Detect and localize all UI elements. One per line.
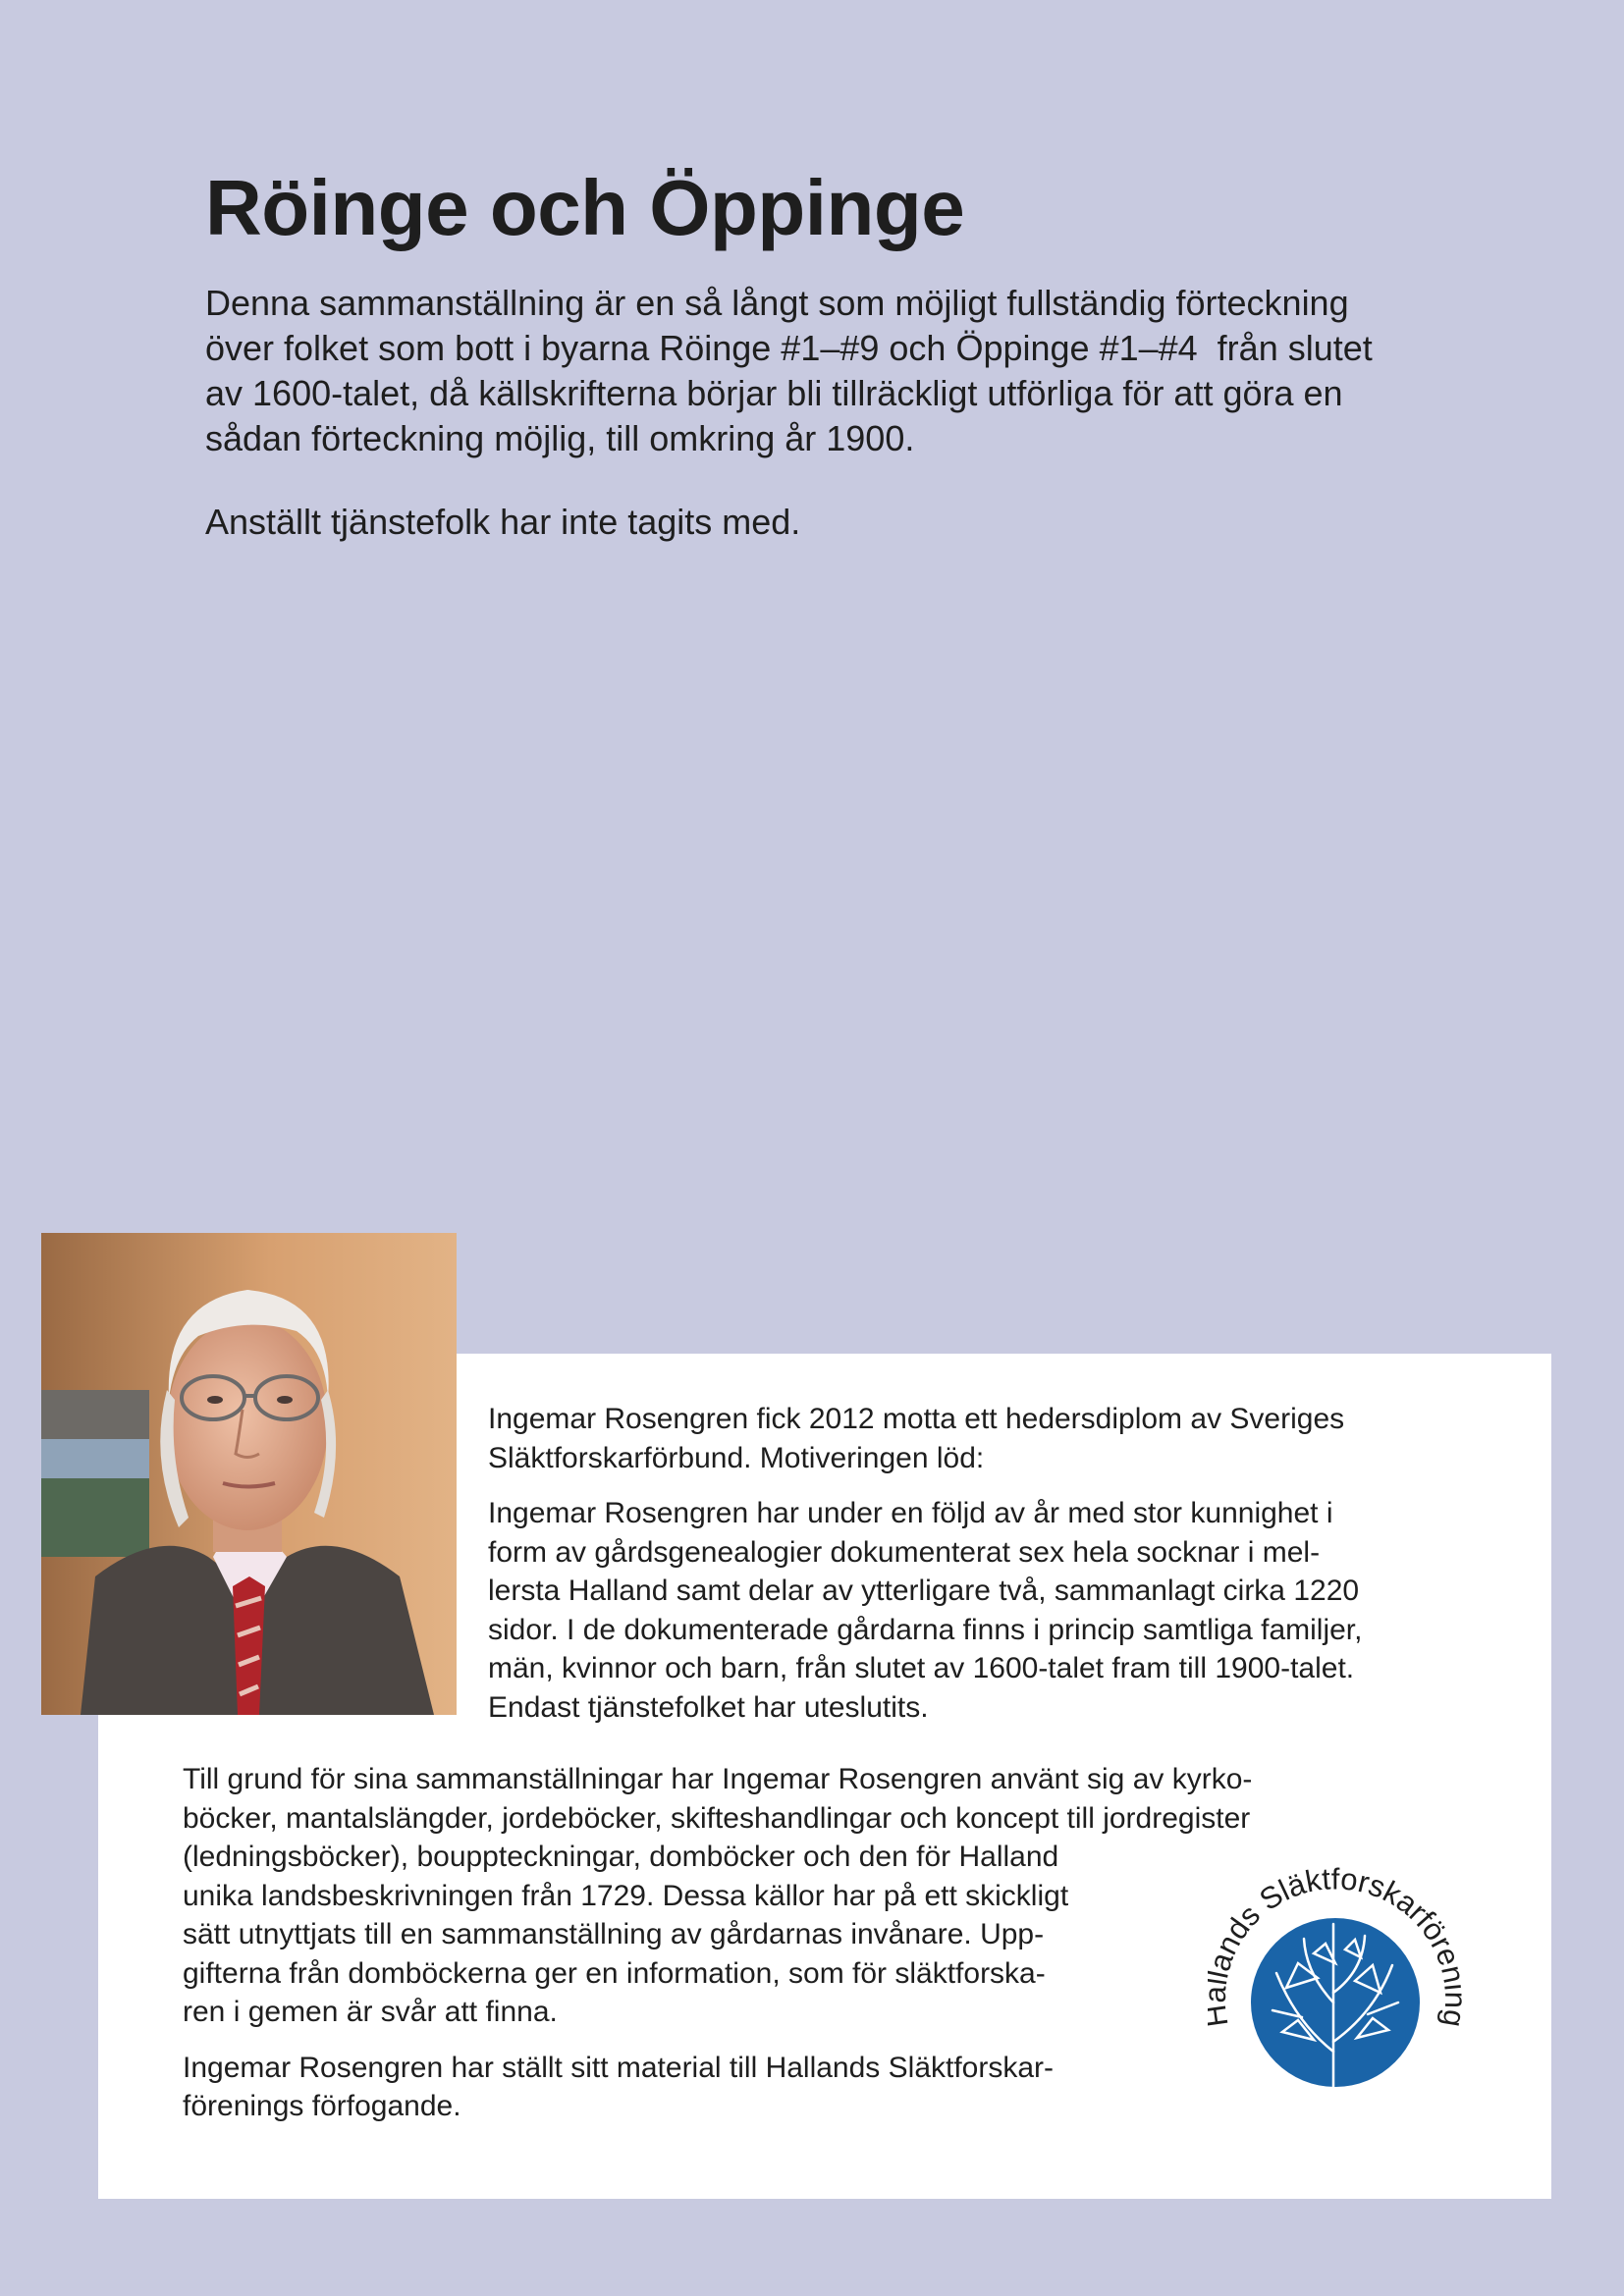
body-line: Ingemar Rosengren har ställt sitt material till Hallands Släktforskar- (183, 2051, 1055, 2084)
portrait-photo (41, 1233, 457, 1715)
caption-line: Släktforskarförbund. Motiveringen löd: (488, 1441, 985, 1474)
logo-circle (1251, 1918, 1420, 2087)
body-line: böcker, mantalslängder, jordeböcker, skifteshandlingar och koncept till jordregister (183, 1801, 1251, 1835)
citation-line: män, kvinnor och barn, från slutet av 1600-talet fram till 1900-talet. (488, 1652, 1355, 1684)
body-line: ren i gemen är svår att finna. (183, 1996, 558, 2028)
intro-line: över folket som bott i byarna Röinge #1–#9 och Öppinge #1–#4 från slutet (205, 328, 1373, 368)
intro-paragraph (205, 281, 1482, 461)
intro-line: av 1600-talet, då källskrifterna börjar bli tillräckligt utförliga för att göra en (205, 373, 1343, 413)
intro-note: Anställt tjänstefolk har inte tagits med. (205, 502, 801, 542)
citation-paragraph (488, 1494, 1489, 1727)
body-line: gifterna från domböckerna ger en information, som för släktforska- (183, 1956, 1046, 1990)
body-line: (ledningsböcker), bouppteckningar, domböcker och den för Halland (183, 1841, 1059, 1873)
body-line: Till grund för sina sammanställningar har Ingemar Rosengren använt sig av kyrko- (183, 1763, 1253, 1795)
citation-line: lersta Halland samt delar av ytterligare två, sammanlagt cirka 1220 (488, 1575, 1360, 1607)
citation-line: form av gårdsgenealogier dokumenterat sex hela socknar i mel- (488, 1535, 1321, 1569)
logo-text: nds Släktforskarför (1209, 1861, 1460, 1960)
intro-line: Denna sammanställning är en så långt som möjligt fullständig förteckning (205, 283, 1349, 323)
caption-text (488, 1400, 1489, 1743)
citation-line: Endast tjänstefolket har uteslutits. (488, 1690, 929, 1724)
body-line: förenings förfogande. (183, 2090, 461, 2122)
citation-line: Ingemar Rosengren har under en följd av år med stor kunnighet i (488, 1497, 1333, 1529)
caption-line: Ingemar Rosengren fick 2012 motta ett hedersdiplom av Sveriges (488, 1403, 1345, 1435)
body-line: sätt utnyttjats till en sammanställning av gårdarnas invånare. Upp- (183, 1918, 1045, 1950)
body-line: unika landsbeskrivningen från 1729. Dessa källor har på ett skickligt (183, 1879, 1069, 1912)
caption-paragraph (488, 1400, 1489, 1477)
citation-line: sidor. I de dokumenterade gårdarna finns i princip samtliga familjer, (488, 1613, 1363, 1646)
page-title: Röinge och Öppinge (205, 164, 965, 251)
society-logo (1208, 1855, 1463, 2110)
intro-line: sådan förteckning möjlig, till omkring år 1900. (205, 418, 915, 458)
